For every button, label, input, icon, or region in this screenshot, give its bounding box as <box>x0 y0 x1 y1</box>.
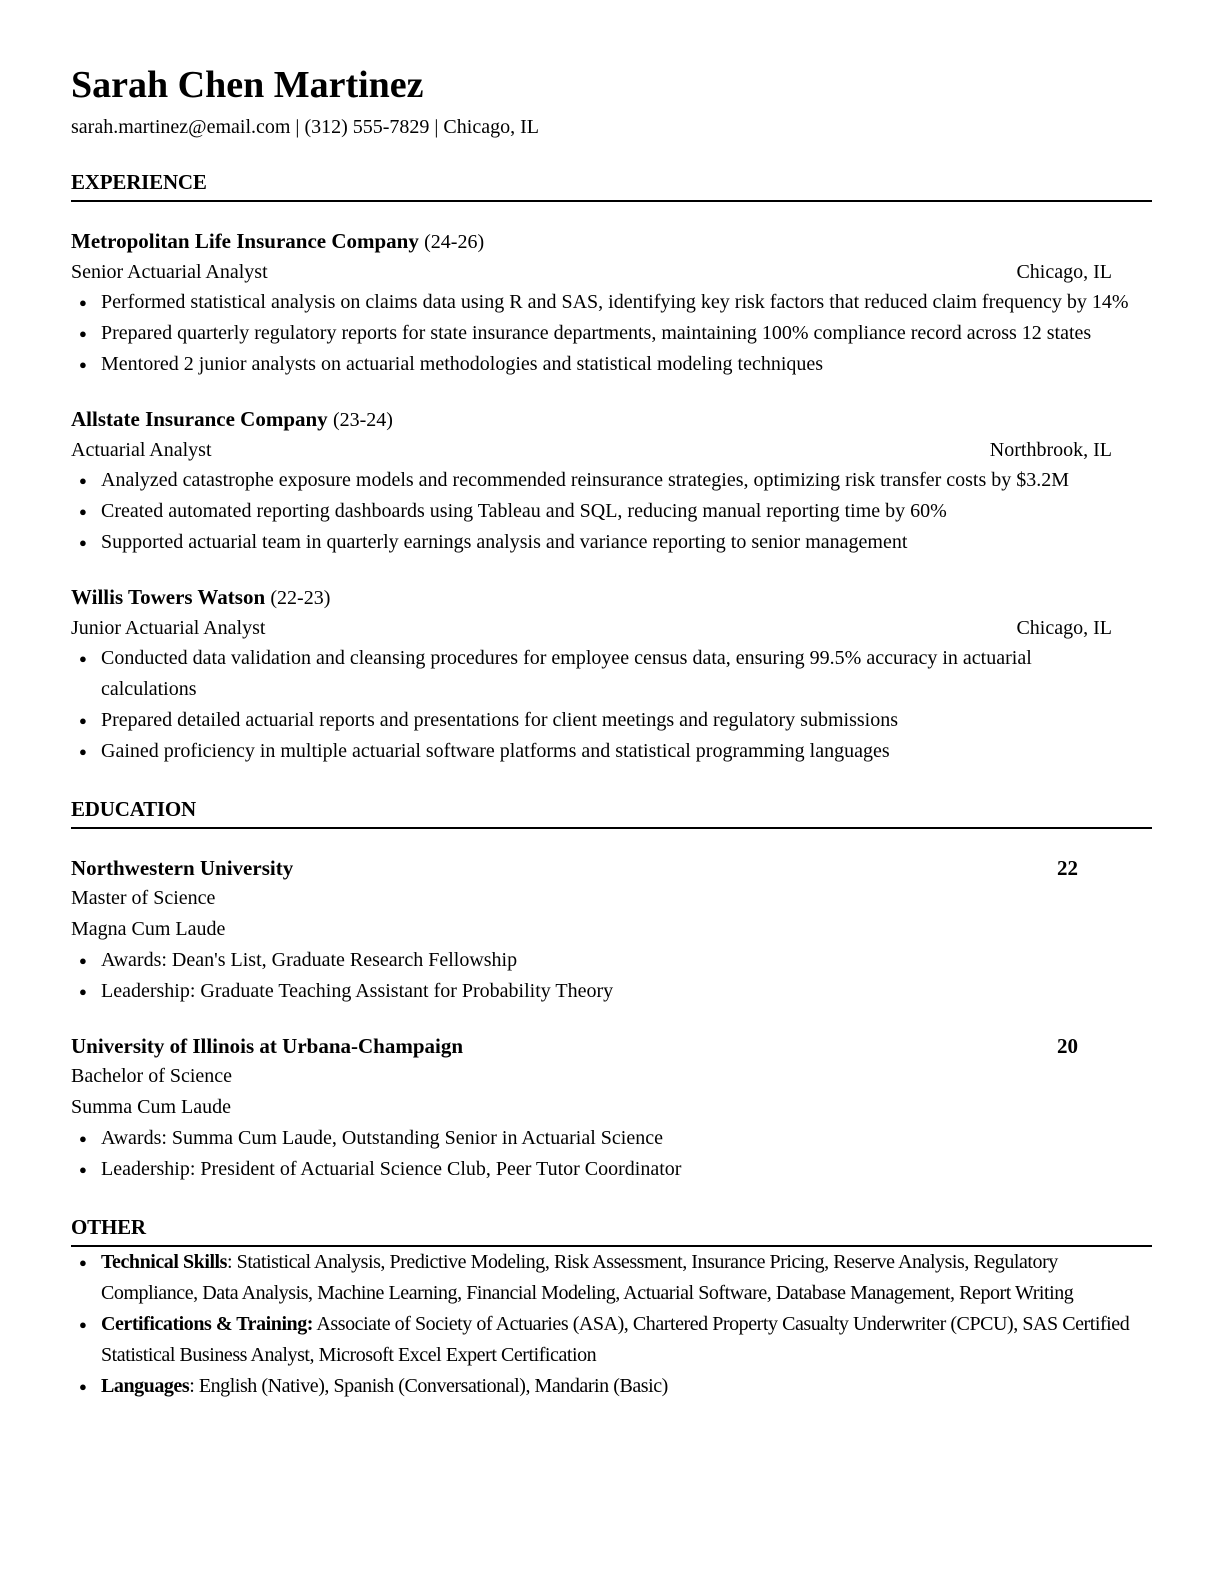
school-year: 20 <box>1057 1033 1078 1058</box>
honors: Magna Cum Laude <box>71 917 226 940</box>
resume-header <box>71 64 1152 140</box>
job-location: Northbrook, IL <box>989 438 1112 461</box>
job-entry <box>71 226 1152 380</box>
person-name: Sarah Chen Martinez <box>71 64 424 106</box>
other-text: : Statistical Analysis, Predictive Modeling, Risk Assessment, Insurance Pricing, Reserve Analysis, Regulatory Compliance, Data Analysis, Machine Learning, Financial Modeling, Actuarial Software, Database Management, Report Writing <box>101 1250 1074 1304</box>
school-entry <box>71 1031 1152 1185</box>
other-text: : English (Native), Spanish (Conversational), Mandarin (Basic) <box>189 1374 668 1397</box>
school-line <box>71 853 1152 883</box>
role-line <box>71 435 1152 465</box>
section-title-experience: EXPERIENCE <box>71 170 1152 202</box>
bullet-item: ● Leadership: Graduate Teaching Assistant for Probability Theory <box>71 976 1152 1007</box>
bullet-item: ● Supported actuarial team in quarterly earnings analysis and variance reporting to senior management <box>71 527 1152 558</box>
school-year: 22 <box>1057 855 1078 880</box>
company-line <box>71 582 1152 613</box>
bullet-item: ● Performed statistical analysis on claims data using R and SAS, identifying key risk factors that reduced claim frequency by 14% <box>71 287 1152 318</box>
job-role: Junior Actuarial Analyst <box>71 616 266 639</box>
bullet-item: ● Mentored 2 junior analysts on actuarial methodologies and statistical modeling techniques <box>71 349 1152 380</box>
school-entry <box>71 853 1152 1007</box>
job-bullets <box>71 287 1152 380</box>
section-experience <box>71 170 1152 767</box>
school-line <box>71 1031 1152 1061</box>
bullet-item: ● Awards: Dean's List, Graduate Research Fellowship <box>71 945 1152 976</box>
job-role: Actuarial Analyst <box>71 438 212 461</box>
bullet-item: ● Prepared detailed actuarial reports and presentations for client meetings and regulatory submissions <box>71 705 1152 736</box>
job-location: Chicago, IL <box>1016 616 1112 639</box>
other-label: Technical Skills <box>101 1250 227 1273</box>
company-line <box>71 226 1152 257</box>
job-dates: (23-24) <box>332 408 393 431</box>
degree: Bachelor of Science <box>71 1064 233 1087</box>
school-bullets <box>71 1123 1152 1185</box>
degree: Master of Science <box>71 886 216 909</box>
company-name: Allstate Insurance Company <box>71 406 328 431</box>
other-label: Languages <box>101 1374 190 1397</box>
job-bullets <box>71 465 1152 558</box>
school-bullets <box>71 945 1152 1007</box>
other-label: Certifications & Training: <box>101 1312 313 1335</box>
section-other <box>71 1215 1152 1402</box>
company-name: Willis Towers Watson <box>71 584 266 609</box>
job-dates: (22-23) <box>270 586 331 609</box>
school-name: Northwestern University <box>71 855 294 880</box>
bullet-item: ● Conducted data validation and cleansing procedures for employee census data, ensuring 99.5% accuracy in actuarial calculations <box>71 643 1152 705</box>
role-line <box>71 613 1152 643</box>
contact-line: sarah.martinez@email.com | (312) 555-7829 | Chicago, IL <box>71 115 539 138</box>
other-item <box>71 1247 1152 1309</box>
section-title-other: OTHER <box>71 1215 1152 1247</box>
job-dates: (24-26) <box>424 230 485 253</box>
job-entry <box>71 404 1152 558</box>
bullet-item: ● Leadership: President of Actuarial Science Club, Peer Tutor Coordinator <box>71 1154 1152 1185</box>
bullet-item: ● Awards: Summa Cum Laude, Outstanding Senior in Actuarial Science <box>71 1123 1152 1154</box>
section-title-education: EDUCATION <box>71 797 1152 829</box>
other-text: Associate of Society of Actuaries (ASA), Chartered Property Casualty Underwriter (CPCU), SAS Certified Statistical Business Analyst, Microsoft Excel Expert Certification <box>101 1312 1130 1366</box>
section-education <box>71 797 1152 1185</box>
other-list <box>71 1247 1152 1402</box>
school-name: University of Illinois at Urbana-Champaign <box>71 1033 464 1058</box>
job-location: Chicago, IL <box>1016 260 1112 283</box>
company-line <box>71 404 1152 435</box>
role-line <box>71 257 1152 287</box>
job-bullets <box>71 643 1152 767</box>
bullet-item: ● Created automated reporting dashboards using Tableau and SQL, reducing manual reporting time by 60% <box>71 496 1152 527</box>
bullet-item: ● Prepared quarterly regulatory reports for state insurance departments, maintaining 100% compliance record across 12 states <box>71 318 1152 349</box>
bullet-item: ● Analyzed catastrophe exposure models and recommended reinsurance strategies, optimizing risk transfer costs by $3.2M <box>71 465 1152 496</box>
bullet-item: ● Gained proficiency in multiple actuarial software platforms and statistical programming languages <box>71 736 1152 767</box>
other-item <box>71 1309 1152 1371</box>
job-entry <box>71 582 1152 767</box>
company-name: Metropolitan Life Insurance Company <box>71 228 419 253</box>
honors: Summa Cum Laude <box>71 1095 231 1118</box>
job-role: Senior Actuarial Analyst <box>71 260 268 283</box>
other-item <box>71 1371 1152 1402</box>
